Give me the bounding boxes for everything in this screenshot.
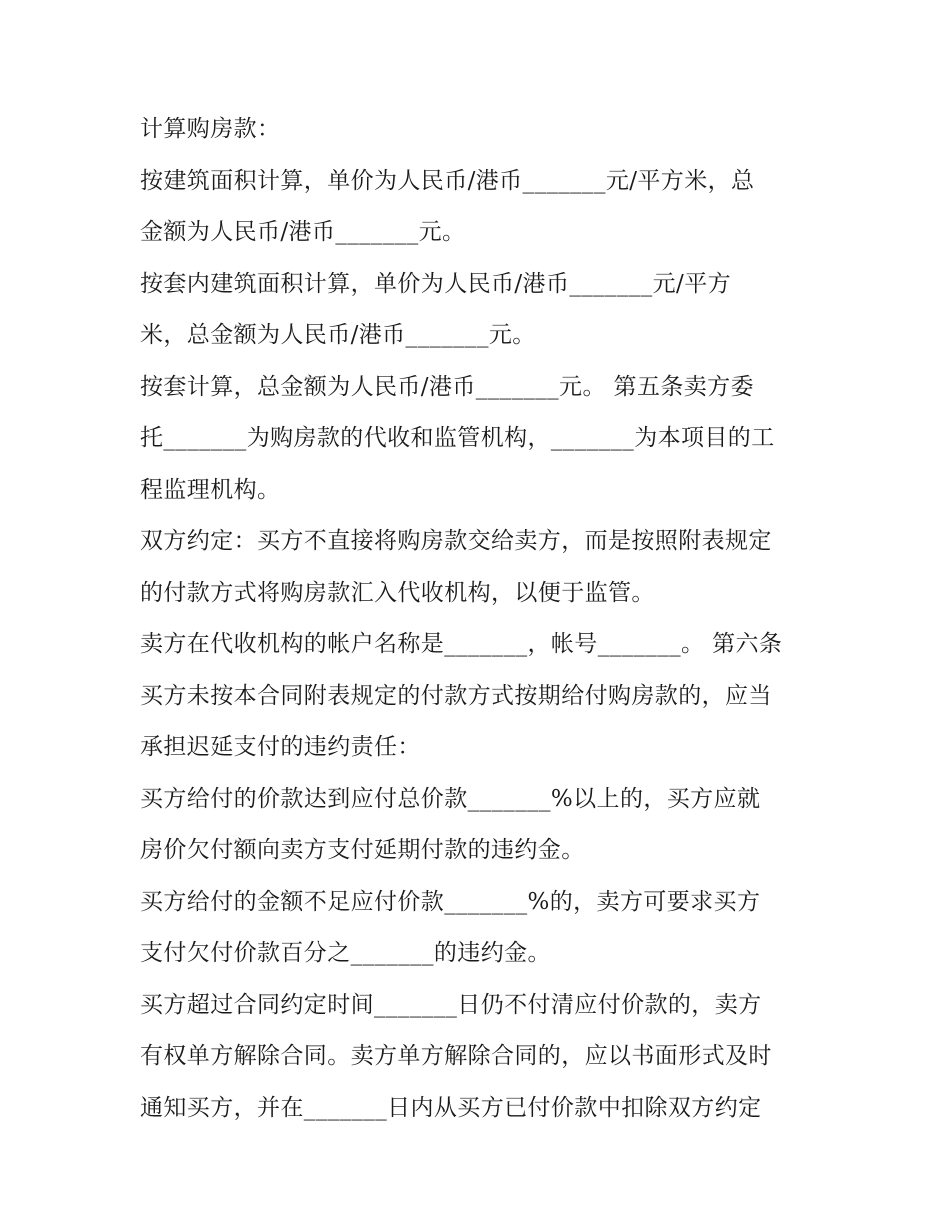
text-line: 支付欠付价款百分之_______的违约金。 [140, 940, 551, 966]
text-line: 房价欠付额向卖方支付延期付款的违约金。 [140, 837, 585, 863]
text-line: 买方未按本合同附表规定的付款方式按期给付购房款的，应当 [140, 682, 772, 709]
text-line: 买方超过合同约定时间_______日仍不付清应付价款的，卖方 [140, 991, 762, 1018]
text-line: 有权单方解除合同。卖方单方解除合同的，应以书面形式及时 [140, 1043, 772, 1069]
text-line: 按套计算，总金额为人民币/港币_______元。 第五条卖方委 [140, 373, 754, 400]
text-line: 双方约定：买方不直接将购房款交给卖方，而是按照附表规定 [140, 528, 772, 554]
contract-text [140, 104, 820, 1134]
text-line: 金额为人民币/港币_______元。 [140, 219, 466, 245]
text-line: 的付款方式将购房款汇入代收机构，以便于监管。 [140, 579, 655, 606]
text-line: 承担迟延支付的违约责任： [140, 734, 421, 760]
text-line: 米，总金额为人民币/港币_______元。 [140, 322, 536, 348]
text-line: 程监理机构。 [140, 476, 281, 503]
text-line: 卖方在代收机构的帐户名称是_______，帐号_______。 第六条 [140, 631, 783, 657]
text-line: 通知买方，并在_______日内从买方已付价款中扣除双方约定 [140, 1094, 762, 1121]
text-line: 计算购房款： [140, 116, 281, 142]
text-line: 按建筑面积计算，单价为人民币/港币_______元/平方米，总 [140, 167, 755, 194]
text-line: 买方给付的价款达到应付总价款_______%以上的，买方应就 [140, 785, 761, 812]
text-line: 按套内建筑面积计算，单价为人民币/港币_______元/平方 [140, 270, 731, 297]
text-line: 买方给付的金额不足应付价款_______%的，卖方可要求买方 [140, 888, 761, 915]
text-line: 托_______为购房款的代收和监管机构，_______为本项目的工 [140, 425, 775, 451]
